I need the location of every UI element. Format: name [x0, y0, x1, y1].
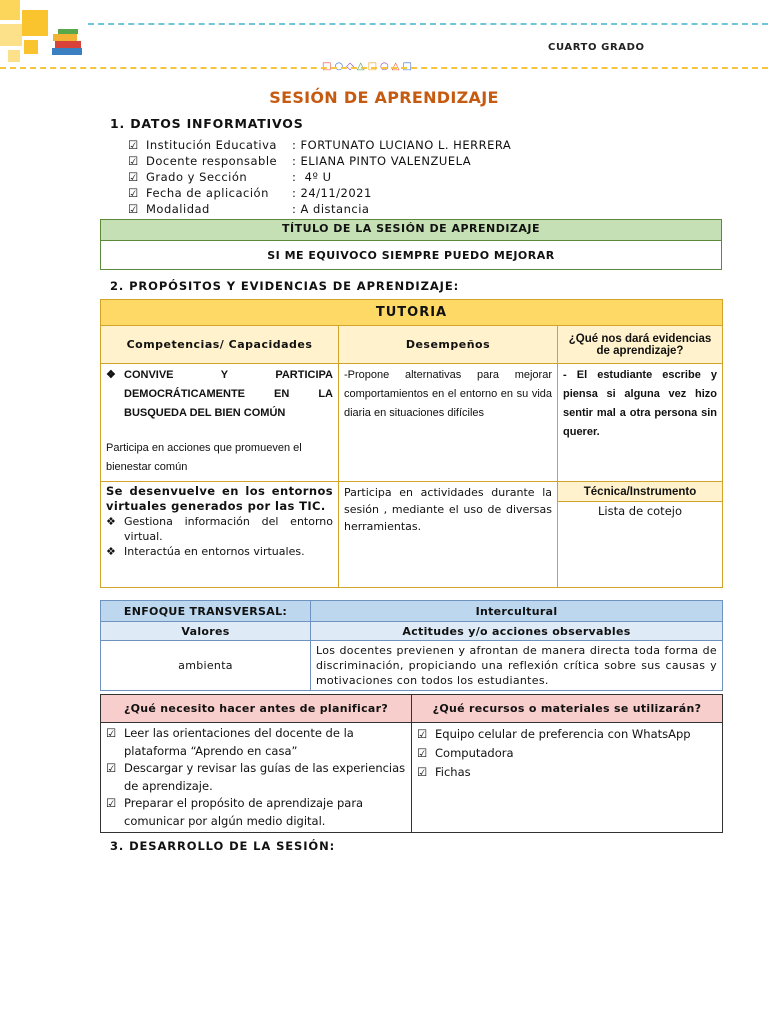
info-value: : 4º U [292, 170, 332, 184]
actions-text: Los docentes previenen y afrontan de manera directa toda forma de discriminación, propiciando una reflexión crítica sobre sus causas y motivaciones con todos los estudiantes. [311, 641, 723, 691]
info-value: : FORTUNATO LUCIANO L. HERRERA [292, 138, 512, 152]
checkbox-icon: ☑ [417, 765, 428, 779]
capacity-text: Gestiona información del entorno virtual. [124, 515, 333, 543]
list-item [106, 795, 406, 830]
info-label: Modalidad [146, 202, 210, 216]
list-item [106, 725, 406, 760]
triangle-icon: △ [391, 61, 403, 72]
session-title-value: SI ME EQUIVOCO SIEMPRE PUEDO MEJORAR [101, 241, 722, 270]
list-item-text: Computadora [435, 746, 514, 760]
resources-list [412, 723, 723, 833]
values-header: Valores [101, 622, 311, 641]
info-row [128, 170, 332, 184]
info-value: : ELIANA PINTO VALENZUELA [292, 154, 472, 168]
competence-cell [101, 364, 339, 482]
info-value: : A distancia [292, 202, 370, 216]
info-label: Institución Educativa [146, 138, 277, 152]
technique-value: Lista de cotejo [558, 502, 723, 588]
bullet-icon: ❖ [106, 369, 116, 381]
list-item [417, 763, 717, 782]
session-title-header: TÍTULO DE LA SESIÓN DE APRENDIZAJE [101, 220, 722, 241]
capacity-text: Participa en acciones que promueven el bienestar común [106, 442, 302, 473]
section-heading-propositos: 2. PROPÓSITOS Y EVIDENCIAS DE APRENDIZAJE: [110, 279, 460, 293]
list-item-text: Leer las orientaciones del docente de la plataforma “Aprendo en casa” [124, 726, 354, 758]
info-label: Docente responsable [146, 154, 278, 168]
list-item-text: Fichas [435, 765, 471, 779]
session-title-table [100, 219, 722, 270]
transversal-value: Intercultural [311, 601, 723, 622]
before-header: ¿Qué necesito hacer antes de planificar? [101, 695, 412, 723]
list-item-text: Equipo celular de preferencia con WhatsApp [435, 727, 691, 741]
checkbox-icon: ☑ [128, 138, 139, 152]
checkbox-icon: ☑ [128, 202, 139, 216]
mid-dashed-line [0, 67, 768, 69]
performance-cell: -Propone alternativas para mejorar comportamientos en el entorno en su vida diaria en situaciones difíciles [339, 364, 558, 482]
list-item-text: Preparar el propósito de aprendizaje para comunicar por algún medio digital. [124, 796, 364, 828]
circle-icon: ○ [380, 61, 392, 72]
before-list [101, 723, 412, 833]
circle-icon: ○ [334, 61, 347, 72]
competence-text: CONVIVE Y PARTICIPA DEMOCRÁTICAMENTE EN LA BUSQUEDA DEL BIEN COMÚN [124, 369, 333, 419]
checkbox-icon: ☑ [106, 796, 117, 810]
circle-icon: □ [367, 61, 381, 72]
evidence-cell: - El estudiante escribe y piensa si alguna vez hizo sentir mal a otra persona sin querer. [558, 364, 723, 482]
triangle-icon: △ [356, 61, 368, 72]
info-value: : 24/11/2021 [292, 186, 372, 200]
info-row [128, 138, 511, 152]
purposes-table [100, 299, 723, 588]
list-item [417, 725, 717, 744]
column-header-desempenos: Desempeños [339, 326, 558, 364]
section-heading-desarrollo: 3. DESARROLLO DE LA SESIÓN: [110, 839, 336, 853]
transversal-label: ENFOQUE TRANSVERSAL: [101, 601, 311, 622]
page-title: SESIÓN DE APRENDIZAJE [269, 88, 499, 107]
checkbox-icon: ☑ [128, 186, 139, 200]
value-name: ambienta [101, 641, 311, 691]
bullet-icon: ❖ [106, 545, 116, 558]
area-header: TUTORIA [101, 300, 723, 326]
top-dashed-line [88, 23, 768, 25]
diamond-icon: ◇ [346, 61, 357, 72]
resources-header: ¿Qué recursos o materiales se utilizarán? [412, 695, 723, 723]
square-icon: □ [322, 61, 335, 72]
list-item [417, 744, 717, 763]
technique-header: Técnica/Instrumento [558, 482, 723, 502]
info-label: Fecha de aplicación [146, 186, 269, 200]
column-header-evidencias: ¿Qué nos dará evidencias de aprendizaje? [558, 326, 723, 364]
list-item [106, 760, 406, 795]
checkbox-icon: ☑ [128, 154, 139, 168]
info-row [128, 202, 369, 216]
info-label: Grado y Sección [146, 170, 248, 184]
planning-table [100, 694, 723, 833]
digital-performance-cell: Participa en actividades durante la sesión , mediante el uso de diversas herramientas. [339, 482, 558, 588]
info-row [128, 154, 471, 168]
checkbox-icon: ☑ [417, 727, 428, 741]
checkbox-icon: ☑ [128, 170, 139, 184]
list-item-text: Descargar y revisar las guías de las experiencias de aprendizaje. [124, 761, 406, 793]
digital-competence-cell [101, 482, 339, 588]
digital-competence-text: Se desenvuelve en los entornos virtuales generados por las TIC. [106, 484, 333, 513]
capacity-text: Interactúa en entornos virtuales. [124, 545, 305, 558]
info-row [128, 186, 372, 200]
checkbox-icon: ☑ [106, 726, 117, 740]
column-header-competencias: Competencias/ Capacidades [101, 326, 339, 364]
checkbox-icon: ☑ [417, 746, 428, 760]
checkbox-icon: ☑ [106, 761, 117, 775]
section-heading-datos: 1. DATOS INFORMATIVOS [110, 116, 304, 131]
grade-label: CUARTO GRADO [548, 42, 645, 53]
books-icon [50, 28, 86, 58]
actions-header: Actitudes y/o acciones observables [311, 622, 723, 641]
square-icon: □ [402, 61, 415, 72]
transversal-table [100, 600, 723, 691]
bullet-icon: ❖ [106, 515, 116, 528]
